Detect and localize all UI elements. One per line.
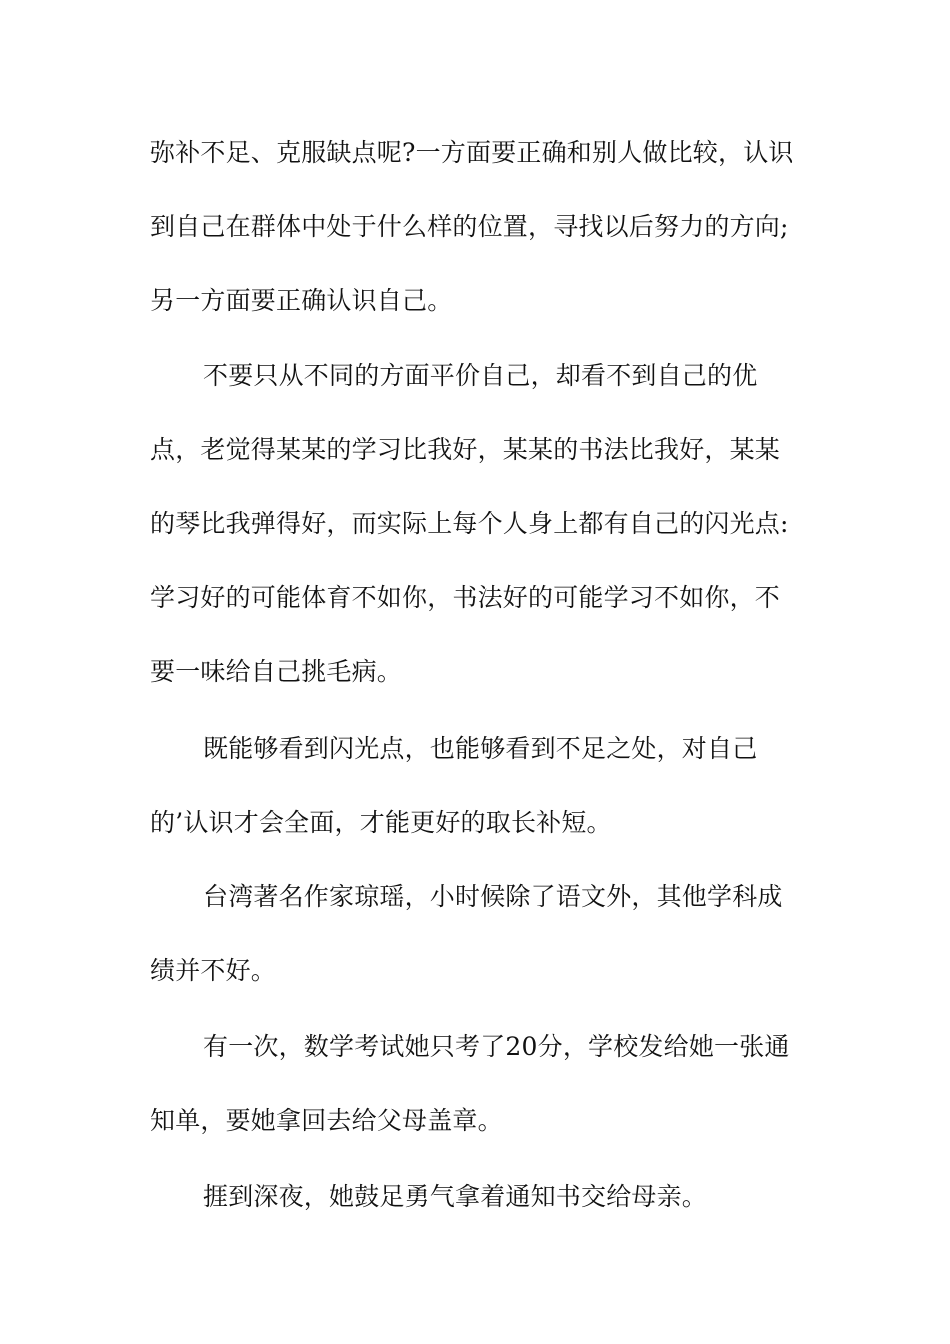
text-line: 绩并不好。 <box>150 956 277 985</box>
text-line: 的’认识才会全面，才能更好的取长补短。 <box>150 808 612 837</box>
text-line: 点，老觉得某某的学习比我好，某某的书法比我好，某某 <box>150 435 781 464</box>
paragraph-first-line: 既能够看到闪光点，也能够看到不足之处，对自己 <box>203 734 758 763</box>
paragraph-first-line: 不要只从不同的方面平价自己，却看不到自己的优 <box>203 361 758 390</box>
text-line: 学习好的可能体育不如你，书法好的可能学习不如你，不 <box>150 583 781 612</box>
text-line: 弥补不足、克服缺点呢?一方面要正确和别人做比较，认识 <box>150 138 794 167</box>
paragraph-first-line: 有一次，数学考试她只考了20分，学校发给她一张通 <box>203 1032 790 1061</box>
paragraph-first-line: 捱到深夜，她鼓足勇气拿着通知书交给母亲。 <box>203 1182 708 1211</box>
paragraph-first-line: 台湾著名作家琼瑶，小时候除了语文外，其他学科成 <box>203 882 783 911</box>
text-line: 知单，要她拿回去给父母盖章。 <box>150 1106 503 1135</box>
text-line: 的琴比我弹得好，而实际上每个人身上都有自己的闪光点: <box>150 509 789 538</box>
text-line: 要一味给自己挑毛病。 <box>150 657 403 686</box>
text-line: 另一方面要正确认识自己。 <box>150 286 453 315</box>
text-line: 到自己在群体中处于什么样的位置，寻找以后努力的方向; <box>150 212 789 241</box>
